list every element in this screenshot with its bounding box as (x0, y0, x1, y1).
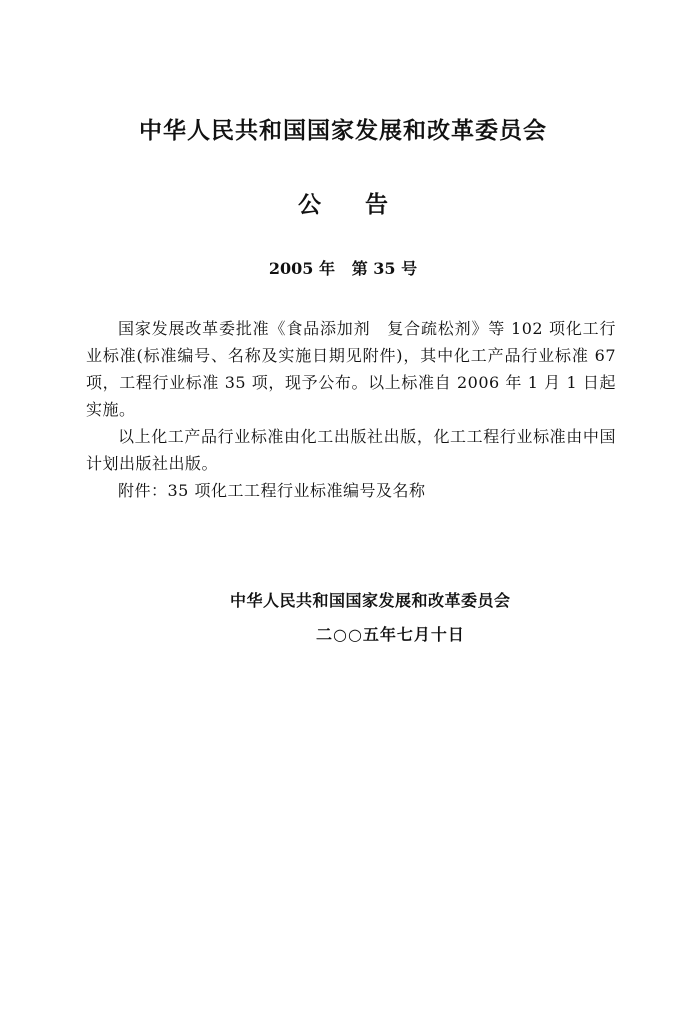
issuer-signature: 中华人民共和国国家发展和改革委员会 (230, 591, 511, 610)
announcement-number: 2005 年 第 35 号 (268, 259, 418, 278)
body-paragraph: 国家发展改革委批准《食品添加剂 复合疏松剂》等 102 项化工行业标准(标准编号、名称及实施日期见附件)，其中化工产品行业标准 67 项，工程行业标准 35 项，现予公布。以上标准自 2006 年 1 月 1 日起实施。 (86, 319, 616, 419)
attachment-note: 附件：35 项化工工程行业标准编号及名称 (118, 481, 426, 500)
issue-date: 二○○五年七月十日 (316, 625, 465, 644)
page-title: 中华人民共和国国家发展和改革委员会 (139, 118, 547, 144)
body-paragraph: 以上化工产品行业标准由化工出版社出版，化工工程行业标准由中国计划出版社出版。 (86, 427, 616, 473)
announcement-heading: 公告 (298, 192, 432, 218)
announcement-body (86, 315, 616, 504)
